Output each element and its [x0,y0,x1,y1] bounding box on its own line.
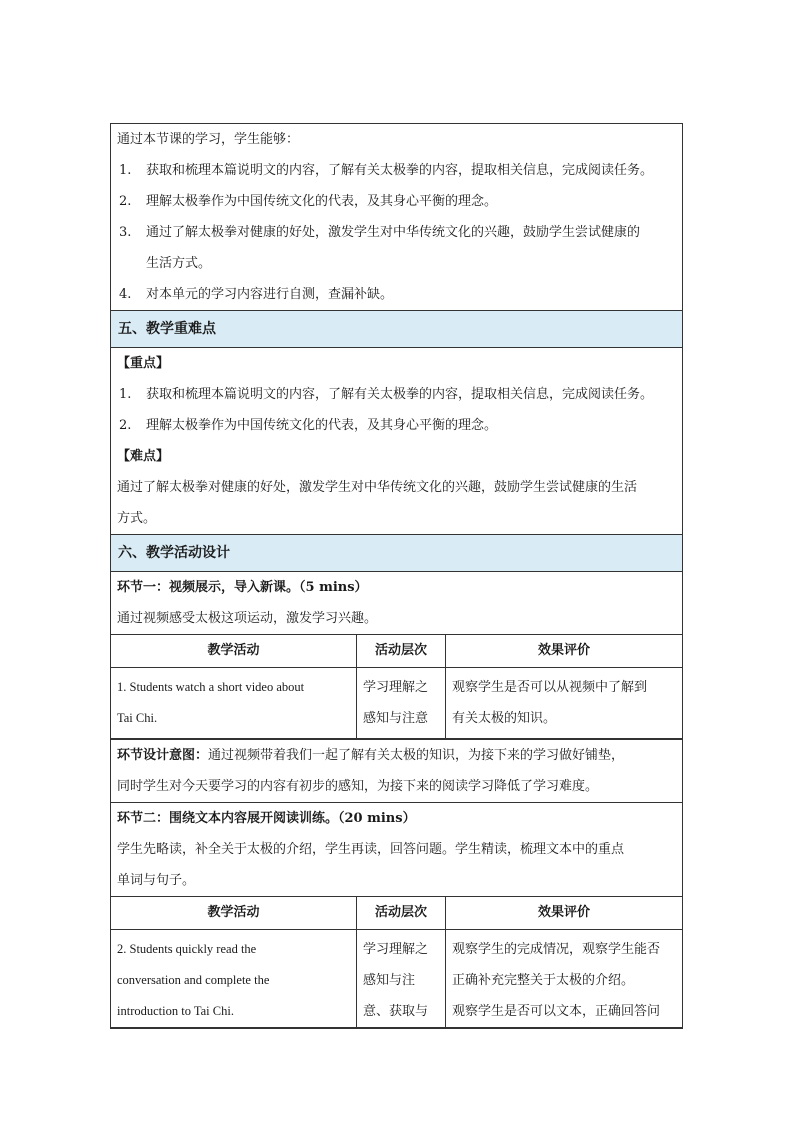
section-6-heading: 六、教学活动设计 [110,534,683,571]
objectives-section [110,123,683,310]
level-text: 感知与注意 [363,711,429,726]
objective-item: 2. 理解太极拳作为中国传统文化的代表，及其身心平衡的理念。 [119,194,498,209]
evaluation-text: 正确补充完整关于太极的介绍。 [452,973,635,988]
design-intent-text-continuation: 同时学生对今天要学习的内容有初步的感知，为接下来的阅读学习降低了学习难度。 [117,779,599,794]
level-text: 意、获取与 [363,1004,429,1019]
step-1-description: 通过视频感受太极这项运动，激发学习兴趣。 [117,611,378,626]
header-effect-evaluation: 效果评价 [446,635,683,668]
objectives-intro: 通过本节课的学习，学生能够： [117,132,300,147]
section-5-heading: 五、教学重难点 [110,310,683,347]
step-1-activity-table [110,634,683,739]
activity-text: 2. Students quickly read the [117,942,257,956]
objective-item: 1. 获取和梳理本篇说明文的内容，了解有关太极拳的内容，提取相关信息，完成阅读任务。 [119,163,654,178]
step-1-design-intent [110,739,683,802]
table-row [111,668,682,739]
step-2-intro [110,802,683,896]
header-activity-level: 活动层次 [357,897,446,930]
level-text: 感知与注 [363,973,416,988]
key-difficult-points [110,347,683,534]
objective-item-continuation: 生活方式。 [146,256,212,271]
step-2-title: 环节二：围绕文本内容展开阅读训练。（20 mins） [117,811,416,826]
table-row [111,930,682,1028]
evaluation-text: 观察学生是否可以文本，正确回答问 [452,1004,661,1019]
header-teaching-activity: 教学活动 [111,635,357,668]
activity-text: Tai Chi. [117,711,158,725]
activity-text: 1. Students watch a short video about [117,680,305,694]
design-intent-label: 环节设计意图： [117,748,209,763]
design-intent-text: 通过视频带着我们一起了解有关太极的知识，为接下来的学习做好铺垫， [208,748,625,763]
step-2-description-continuation: 单词与句子。 [117,873,196,888]
objective-item: 4. 对本单元的学习内容进行自测，查漏补缺。 [119,287,394,302]
level-text: 学习理解之 [363,942,429,957]
key-point-item: 1. 获取和梳理本篇说明文的内容，了解有关太极拳的内容，提取相关信息，完成阅读任务。 [119,387,654,402]
step-2-activity-table [110,896,683,1029]
level-text: 学习理解之 [363,680,429,695]
header-effect-evaluation: 效果评价 [446,897,683,930]
activity-text: conversation and complete the [117,973,270,987]
key-point-item: 2. 理解太极拳作为中国传统文化的代表，及其身心平衡的理念。 [119,418,498,433]
header-activity-level: 活动层次 [357,635,446,668]
lesson-plan-document [110,123,683,1029]
step-1-title: 环节一：视频展示，导入新课。（5 mins） [117,580,368,595]
difficult-points-label: 【难点】 [117,449,170,464]
header-teaching-activity: 教学活动 [111,897,357,930]
difficult-point-text: 通过了解太极拳对健康的好处，激发学生对中华传统文化的兴趣，鼓励学生尝试健康的生活 [117,480,638,495]
objective-item: 3. 通过了解太极拳对健康的好处，激发学生对中华传统文化的兴趣，鼓励学生尝试健康的 [119,225,641,240]
key-points-label: 【重点】 [117,356,170,371]
evaluation-text: 观察学生是否可以从视频中了解到 [452,680,648,695]
step-1-intro [110,571,683,634]
activity-text: introduction to Tai Chi. [117,1004,234,1018]
evaluation-text: 观察学生的完成情况，观察学生能否 [452,942,661,957]
difficult-point-text-continuation: 方式。 [117,511,157,526]
step-2-description: 学生先略读，补全关于太极的介绍，学生再读，回答问题。学生精读，梳理文本中的重点 [117,842,625,857]
evaluation-text: 有关太极的知识。 [452,711,557,726]
